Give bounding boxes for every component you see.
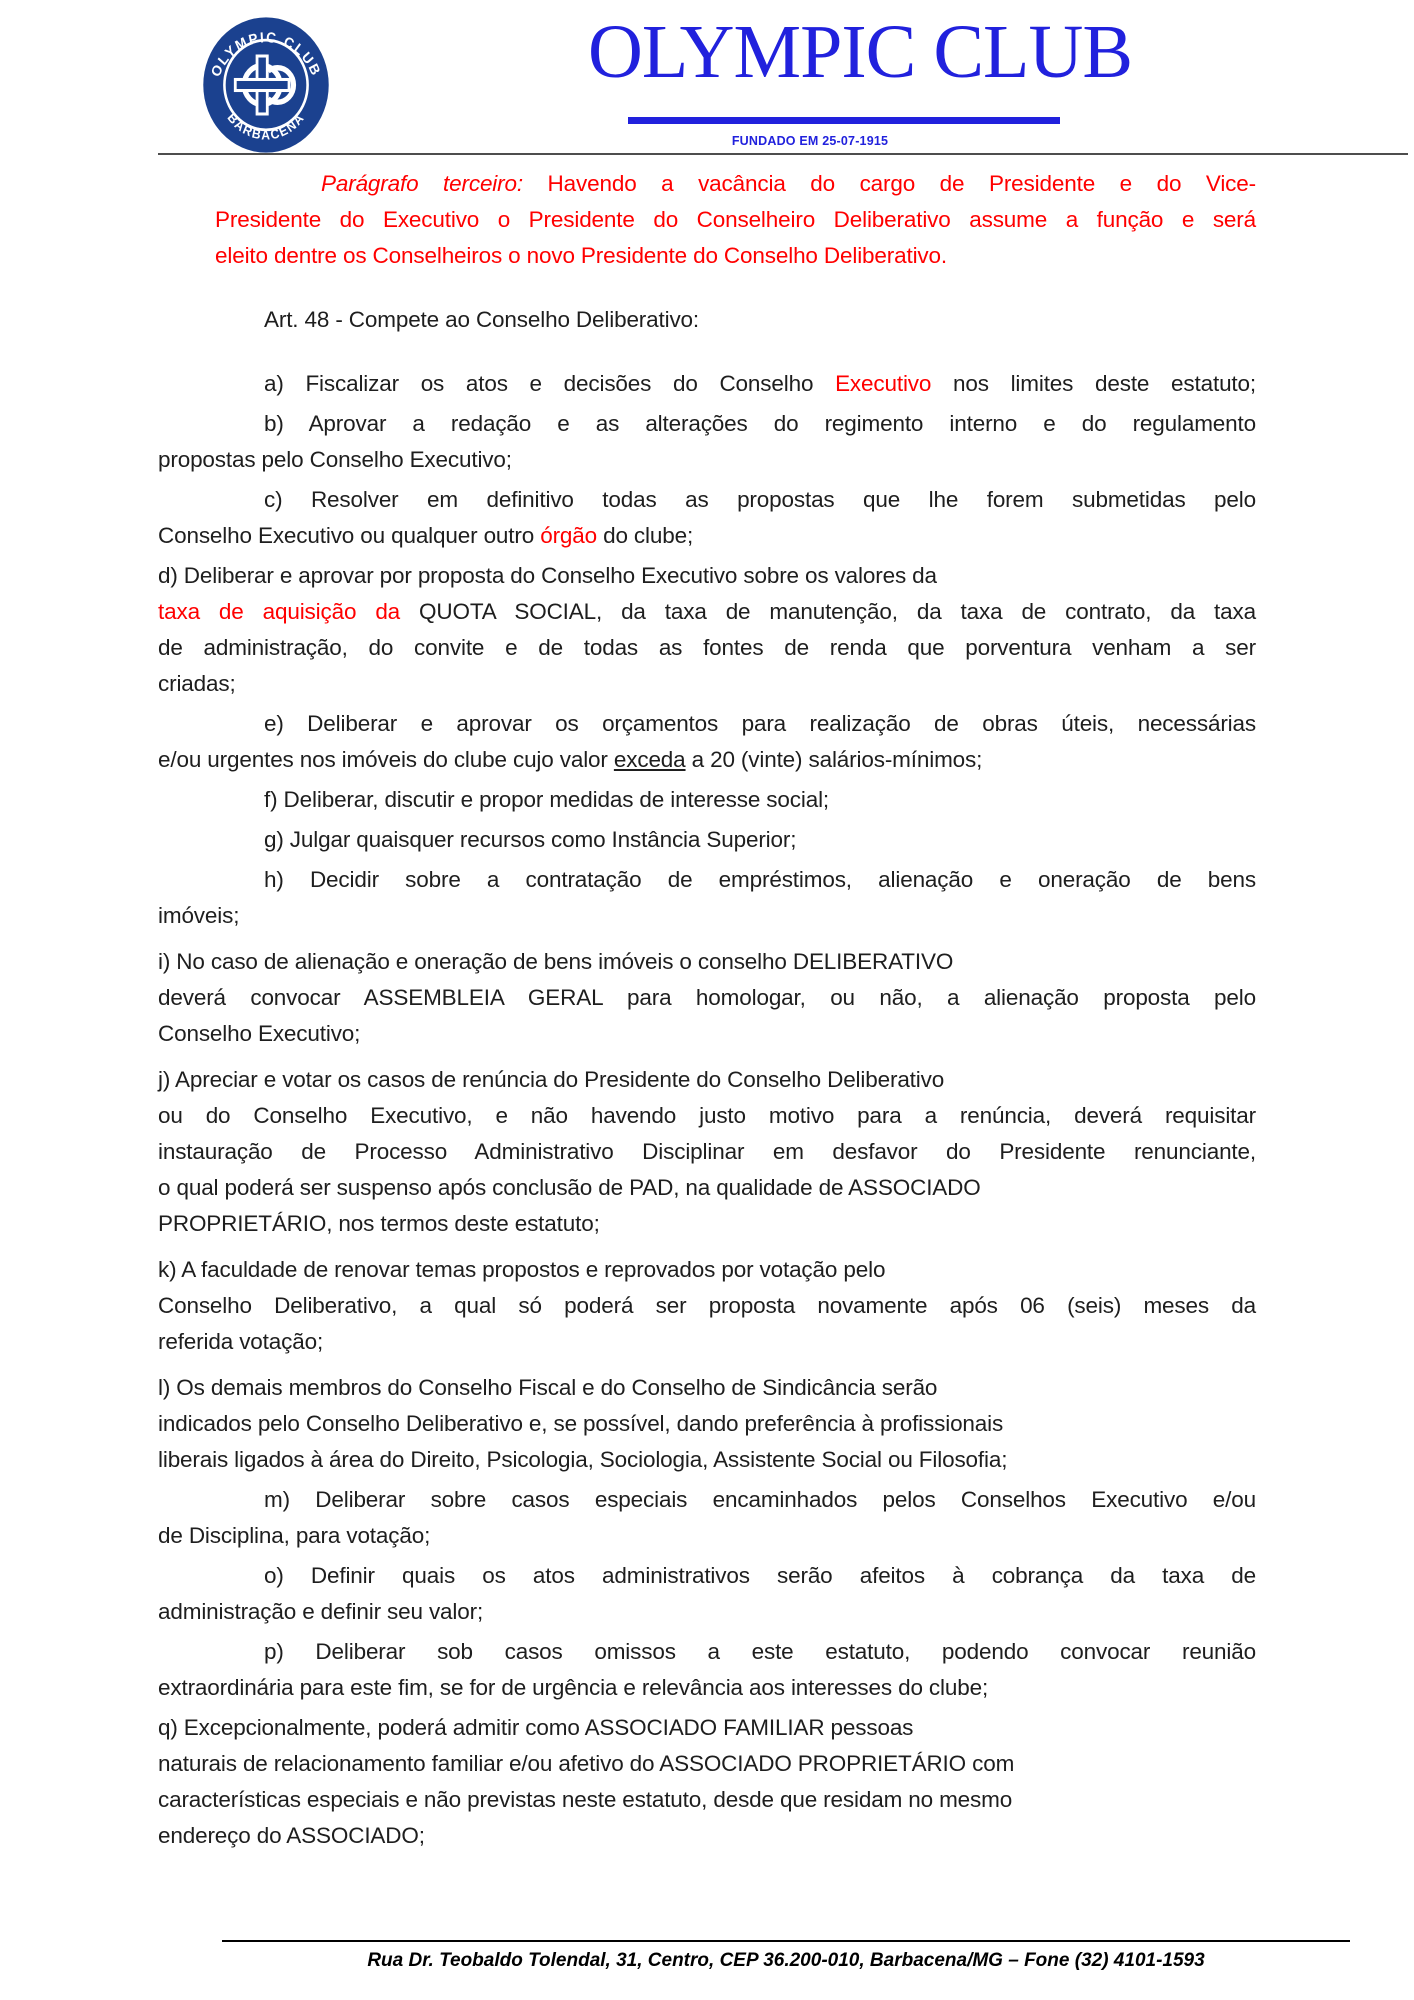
document-line: Parágrafo terceiro: Havendo a vacância do cargo de Presidente e do Vice- [321, 171, 1256, 196]
document-line: liberais ligados à área do Direito, Psicologia, Sociologia, Assistente Social ou Filosofia; [158, 1447, 1008, 1472]
paragraph [158, 862, 1256, 934]
document-line: PROPRIETÁRIO, nos termos deste estatuto; [158, 1211, 600, 1236]
document-line: Conselho Executivo; [158, 1021, 361, 1046]
document-line: extraordinária para este fim, se for de urgência e relevância aos interesses do clube; [158, 1675, 989, 1700]
paragraph [158, 1252, 1256, 1360]
document-line: deverá convocar ASSEMBLEIA GERAL para homologar, ou não, a alienação proposta pelo [158, 985, 1256, 1010]
document-line: taxa de aquisição da QUOTA SOCIAL, da taxa de manutenção, da taxa de contrato, da taxa [158, 599, 1256, 624]
document-line: q) Excepcionalmente, poderá admitir como ASSOCIADO FAMILIAR pessoas [158, 1715, 914, 1740]
paragraph [158, 1634, 1256, 1706]
club-crest-logo [202, 16, 330, 154]
document-line: eleito dentre os Conselheiros o novo Presidente do Conselho Deliberativo. [215, 243, 948, 268]
paragraph [158, 706, 1256, 778]
document-line: j) Apreciar e votar os casos de renúncia do Presidente do Conselho Deliberativo [158, 1067, 945, 1092]
document-line: características especiais e não previstas neste estatuto, desde que residam no mesmo [158, 1787, 1013, 1812]
founded-date: FUNDADO EM 25-07-1915 [731, 134, 889, 148]
document-line: d) Deliberar e aprovar por proposta do Conselho Executivo sobre os valores da [158, 563, 937, 588]
document-line: de administração, do convite e de todas as fontes de renda que porventura venham a ser [158, 635, 1256, 660]
document-line: referida votação; [158, 1329, 324, 1354]
document-line: b) Aprovar a redação e as alterações do regimento interno e do regulamento [264, 411, 1256, 436]
document-line: e/ou urgentes nos imóveis do clube cujo valor exceda a 20 (vinte) salários-mínimos; [158, 747, 983, 772]
document-line: imóveis; [158, 903, 240, 928]
logo-arc-bottom-text: BARBACENA [224, 110, 308, 143]
document-line: i) No caso de alienação e oneração de bens imóveis o conselho DELIBERATIVO [158, 949, 954, 974]
paragraph [158, 366, 1256, 402]
document-line: g) Julgar quaisquer recursos como Instância Superior; [264, 827, 797, 852]
document-line: o) Definir quais os atos administrativos serão afeitos à cobrança da taxa de [264, 1563, 1256, 1588]
document-body [158, 166, 1256, 1858]
page-title: OLYMPIC CLUB [587, 10, 1133, 94]
title-underline [628, 117, 1060, 124]
header-rule [158, 153, 1408, 155]
footer-rule [222, 1940, 1350, 1942]
logo-arc-top-text: OLYMPIC CLUB [207, 28, 325, 80]
document-line: instauração de Processo Administrativo Disciplinar em desfavor do Presidente renunciante, [158, 1139, 1256, 1164]
document-line: p) Deliberar sob casos omissos a este estatuto, podendo convocar reunião [264, 1639, 1256, 1664]
document-line: propostas pelo Conselho Executivo; [158, 447, 512, 472]
paragraph [158, 1370, 1256, 1478]
document-line: administração e definir seu valor; [158, 1599, 484, 1624]
footer-address: Rua Dr. Teobaldo Tolendal, 31, Centro, CEP 36.200-010, Barbacena/MG – Fone (32) 4101-1593 [367, 1950, 1205, 1971]
document-line: endereço do ASSOCIADO; [158, 1823, 425, 1848]
paragraph [158, 1482, 1256, 1554]
document-line: e) Deliberar e aprovar os orçamentos para realização de obras úteis, necessárias [264, 711, 1256, 736]
paragraph [158, 944, 1256, 1052]
document-line: o qual poderá ser suspenso após conclusão de PAD, na qualidade de ASSOCIADO [158, 1175, 981, 1200]
document-line: Presidente do Executivo o Presidente do Conselheiro Deliberativo assume a função e será [215, 207, 1256, 232]
document-line: f) Deliberar, discutir e propor medidas de interesse social; [264, 787, 830, 812]
paragraph [158, 822, 1256, 858]
paragraph [158, 1710, 1256, 1854]
document-line: a) Fiscalizar os atos e decisões do Conselho Executivo nos limites deste estatuto; [264, 371, 1256, 396]
paragraph [158, 782, 1256, 818]
document-line: Conselho Deliberativo, a qual só poderá ser proposta novamente após 06 (seis) meses da [158, 1293, 1256, 1318]
document-line: Art. 48 - Compete ao Conselho Deliberativo: [264, 307, 700, 332]
paragraph [215, 166, 1256, 274]
document-line: m) Deliberar sobre casos especiais encaminhados pelos Conselhos Executivo e/ou [264, 1487, 1256, 1512]
paragraph [158, 1062, 1256, 1242]
document-line: l) Os demais membros do Conselho Fiscal e do Conselho de Sindicância serão [158, 1375, 938, 1400]
document-line: naturais de relacionamento familiar e/ou afetivo do ASSOCIADO PROPRIETÁRIO com [158, 1751, 1015, 1776]
document-line: ou do Conselho Executivo, e não havendo justo motivo para a renúncia, deverá requisitar [158, 1103, 1256, 1128]
paragraph [158, 302, 1256, 338]
document-line: k) A faculdade de renovar temas propostos e reprovados por votação pelo [158, 1257, 886, 1282]
paragraph [158, 482, 1256, 554]
document-line: de Disciplina, para votação; [158, 1523, 431, 1548]
paragraph [158, 558, 1256, 702]
paragraph [158, 1558, 1256, 1630]
document-line: h) Decidir sobre a contratação de empréstimos, alienação e oneração de bens [264, 867, 1256, 892]
document-line: criadas; [158, 671, 236, 696]
paragraph [158, 406, 1256, 478]
document-line: indicados pelo Conselho Deliberativo e, se possível, dando preferência à profissionais [158, 1411, 1004, 1436]
document-line: Conselho Executivo ou qualquer outro órgão do clube; [158, 523, 694, 548]
document-line: c) Resolver em definitivo todas as propostas que lhe forem submetidas pelo [264, 487, 1256, 512]
